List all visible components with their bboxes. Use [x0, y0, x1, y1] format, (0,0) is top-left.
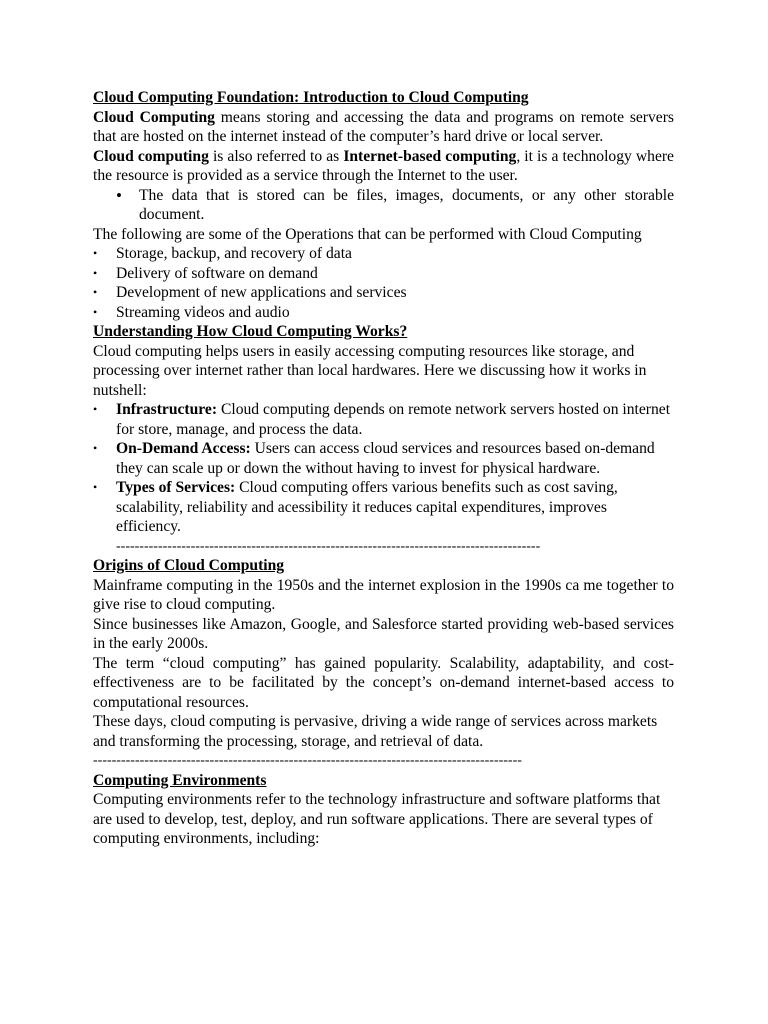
list-item: • Infrastructure: Cloud computing depends on remote network servers hosted on internet for store, manage, and process the data. [93, 400, 674, 439]
origins-paragraph: Mainframe computing in the 1950s and the internet explosion in the 1990s ca me together to give rise to cloud computing. [93, 576, 674, 613]
term-internet-based-computing: Internet-based computing [343, 147, 517, 165]
term-cloud-computing: Cloud Computing [93, 108, 215, 126]
document-body [93, 88, 674, 849]
divider: -------------------------------------------------------------------------------------------- [93, 753, 522, 768]
section-heading-how-it-works: Understanding How Cloud Computing Works? [93, 323, 408, 340]
paragraph-definition: Cloud Computing means storing and accessing the data and programs on remote servers that are hosted on the internet instead of the computer’s hard drive or local server. [93, 108, 674, 145]
list-item: • The data that is stored can be files, images, documents, or any other storable document. [116, 186, 674, 225]
data-bullet-list [93, 186, 674, 225]
origins-paragraph: These days, cloud computing is pervasive, driving a wide range of services across markets and transforming the processing, storage, and retrieval of data. [93, 713, 658, 750]
list-item: • On-Demand Access: Users can access cloud services and resources based on-demand they can scale up or down the without having to invest for physical hardware. [93, 439, 674, 478]
how-it-works-list [93, 400, 674, 537]
operations-list [93, 244, 674, 322]
how-it-works-intro: Cloud computing helps users in easily accessing computing resources like storage, and processing over internet rather than local hardwares. Here we discussing how it works in nutshell: [93, 342, 647, 399]
origins-paragraph: The term “cloud computing” has gained popularity. Scalability, adaptability, and cost-effectiveness are to be facilitated by the concept’s on-demand internet-based access to computational resources. [93, 654, 674, 711]
list-item: • Development of new applications and services [93, 283, 674, 303]
list-item: • Delivery of software on demand [93, 264, 674, 284]
section-heading-origins: Origins of Cloud Computing [93, 557, 285, 574]
section-heading-computing-environments: Computing Environments [93, 771, 267, 789]
list-item: • Streaming videos and audio [93, 303, 674, 323]
computing-environments-paragraph: Computing environments refer to the technology infrastructure and software platforms that are used to develop, test, deploy, and run software applications. There are several types of computing environments, including: [93, 791, 661, 847]
list-item: • Types of Services: Cloud computing offers various benefits such as cost saving, scalability, reliability and acessibility it reduces capital expenditures, improves efficiency. [93, 478, 674, 537]
list-item: • Storage, backup, and recovery of data [93, 244, 674, 264]
document-title: Cloud Computing Foundation: Introduction to Cloud Computing [93, 89, 529, 106]
operations-intro: The following are some of the Operations that can be performed with Cloud Computing [93, 225, 642, 243]
origins-paragraph: Since businesses like Amazon, Google, and Salesforce started providing web-based services in the early 2000s. [93, 615, 674, 652]
paragraph-internet-based: Cloud computing is also referred to as Internet-based computing, it is a technology where the resource is provided as a service through the Internet to the user. [93, 147, 674, 184]
divider: ------------------------------------------------------------------------------------------- [116, 538, 541, 554]
